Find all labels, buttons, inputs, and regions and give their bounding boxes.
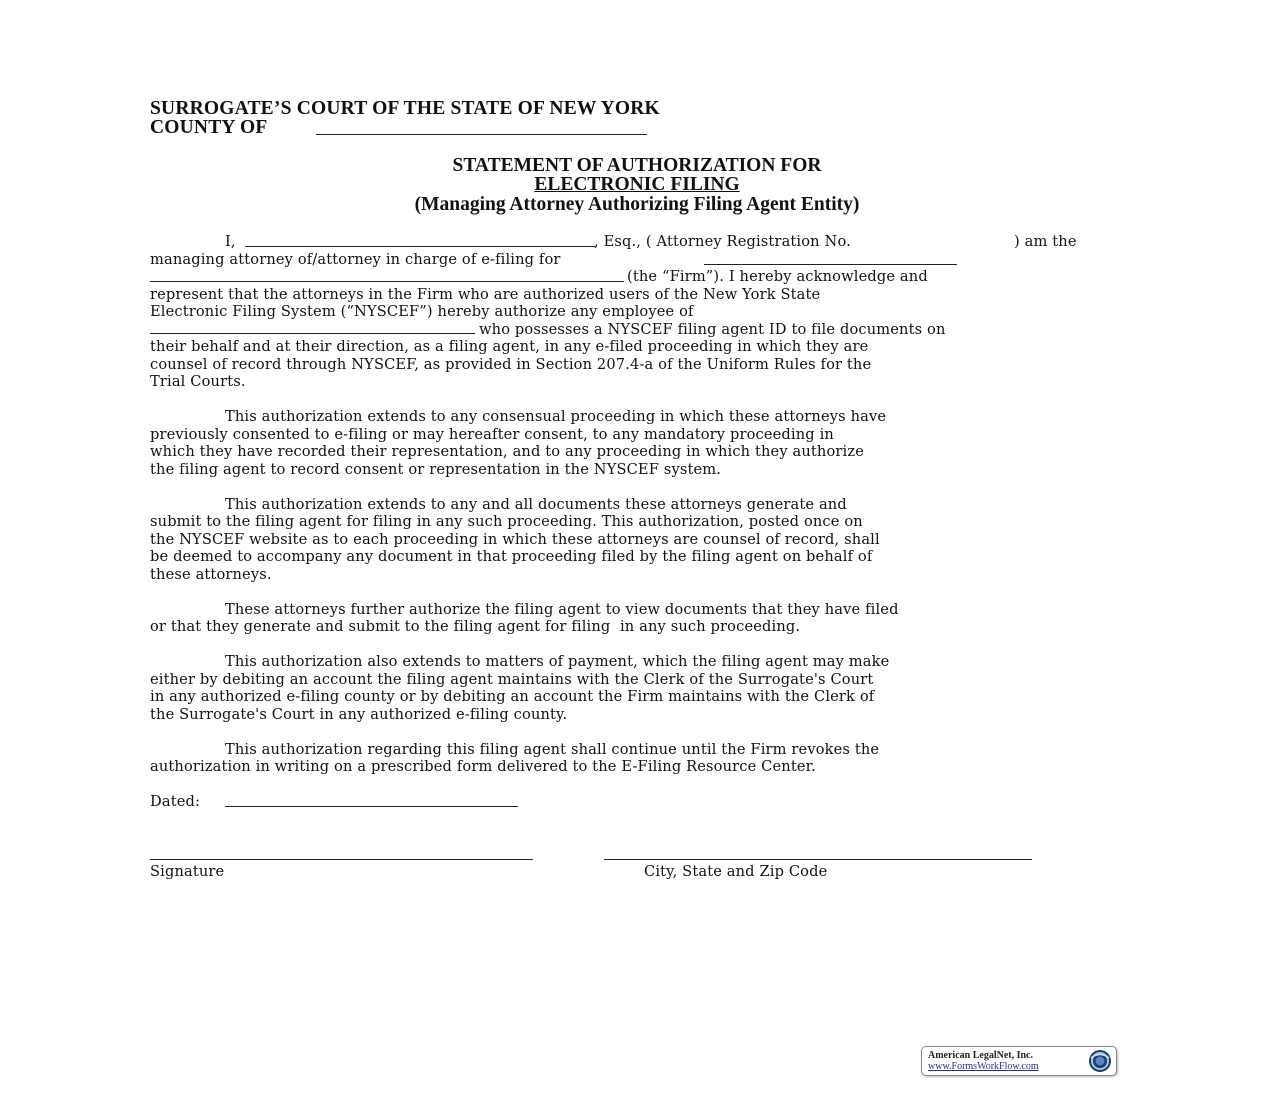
city-state-zip-field[interactable] [604,859,1032,860]
p3-line-2: submit to the filing agent for filing in any such proceeding. This authorization, posted once on [150,513,863,530]
p1-am-the: ) am the [1014,233,1077,250]
p6-line-1: This authorization regarding this filing agent shall continue until the Firm revokes the [225,741,880,758]
attorney-name-field[interactable] [245,246,595,247]
american-legalnet-badge[interactable] [921,1046,1117,1076]
p5-line-3: in any authorized e-filing county or by debiting an account the Firm maintains with the Clerk of [150,688,875,705]
p1-line-7: their behalf and at their direction, as a filing agent, in any e-filed proceeding in which they are [150,338,869,355]
p1-intro: I, [225,233,236,250]
dated-field[interactable] [225,806,518,807]
p5-line-2: either by debiting an account the filing agent maintains with the Clerk of the Surrogate's Court [150,671,874,688]
p3-line-5: these attorneys. [150,566,272,583]
p3-line-3: the NYSCEF website as to each proceeding in which these attorneys are counsel of record, shall [150,531,880,548]
badge-company-name: American LegalNet, Inc. [928,1050,1033,1061]
p2-line-3: which they have recorded their representation, and to any proceeding in which they authorize [150,443,864,460]
p2-line-2: previously consented to e-filing or may hereafter consent, to any mandatory proceeding in [150,426,834,443]
p5-line-1: This authorization also extends to matters of payment, which the filing agent may make [225,653,890,670]
court-heading: SURROGATE’S COURT OF THE STATE OF NEW YORK [150,98,660,119]
county-label: COUNTY OF [150,117,268,138]
p1-esq: , Esq., ( Attorney Registration No. [594,233,851,250]
p2-line-4: the filing agent to record consent or representation in the NYSCEF system. [150,461,722,478]
p1-line-4: represent that the attorneys in the Firm who are authorized users of the New York State [150,286,821,303]
p4-line-1: These attorneys further authorize the filing agent to view documents that they have filed [225,601,899,618]
county-field[interactable] [316,134,647,135]
badge-url-link[interactable]: www.FormsWorkFlow.com [928,1061,1039,1072]
p5-line-4: the Surrogate's Court in any authorized e-filing county. [150,706,568,723]
p6-line-2: authorization in writing on a prescribed form delivered to the E-Filing Resource Center. [150,758,816,775]
signature-label: Signature [150,863,225,880]
globe-logo-icon [1088,1049,1112,1073]
registration-number-field[interactable] [945,246,1011,247]
title-line-2: ELECTRONIC FILING [534,174,740,195]
title-line-1: STATEMENT OF AUTHORIZATION FOR [452,155,822,176]
filing-agent-entity-field[interactable] [150,333,475,334]
p1-line-6: who possesses a NYSCEF filing agent ID to file documents on [479,321,946,338]
p1-line-2: managing attorney of/attorney in charge of e-filing for [150,251,561,268]
p1-line-9: Trial Courts. [150,373,246,390]
dated-label: Dated: [150,793,201,810]
p2-line-1: This authorization extends to any consensual proceeding in which these attorneys have [225,408,887,425]
city-state-zip-label: City, State and Zip Code [644,863,828,880]
p3-line-1: This authorization extends to any and all documents these attorneys generate and [225,496,847,513]
p1-line-3: (the “Firm”). I hereby acknowledge and [627,268,928,285]
title-line-2-wrap [150,175,1124,194]
signature-field[interactable] [150,859,533,860]
firm-name-field-a[interactable] [704,264,957,265]
p1-line-5: Electronic Filing System (“NYSCEF”) hereby authorize any employee of [150,303,694,320]
firm-name-field-b[interactable] [150,281,624,282]
p1-line-8: counsel of record through NYSCEF, as provided in Section 207.4-a of the Uniform Rules for the [150,356,872,373]
p4-line-2: or that they generate and submit to the filing agent for filing in any such proceeding. [150,618,801,635]
p3-line-4: be deemed to accompany any document in that proceeding filed by the filing agent on behalf of [150,548,873,565]
title-line-3: (Managing Attorney Authorizing Filing Agent Entity) [414,194,860,215]
